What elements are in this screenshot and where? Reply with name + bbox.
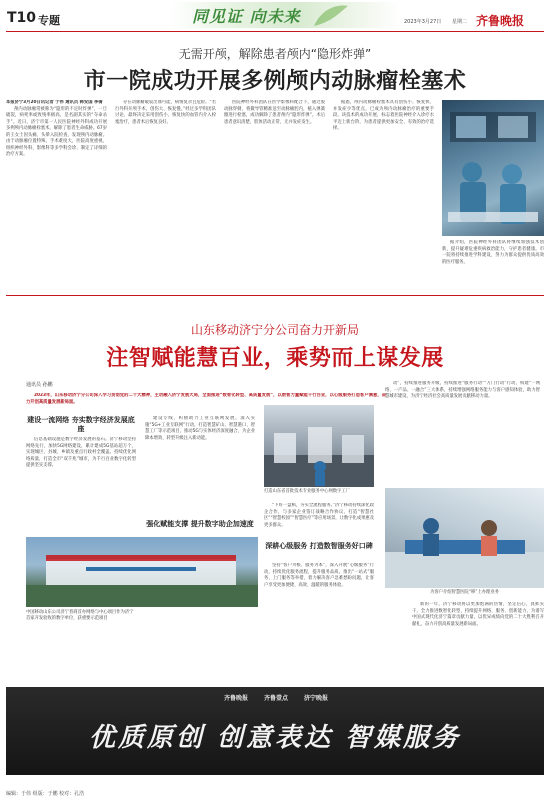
article2-col4b-text: 新的一年，济宁移动将以更加饱满的热情，坚定信心，真抓实干，全力推进数智化转型，持续提升网络、服务、创新能力，为谱写中国式现代化济宁篇章贡献力量，以优异成绩向党的二十大胜利召开献礼，奋力开创高质量发展新局面。 [412, 602, 544, 627]
ad-slogan: 优质原创 创意表达 智媒服务 [88, 723, 462, 753]
footer-credits: 编辑：于伟 组版：于鹏 校对：孔浩 [6, 791, 85, 797]
article1-col3-text: 医院神经外科团队在医学影像科配合下，通过股动脉穿刺，将微导管精准送至动脉瘤腔内，植入弹簧圈进行栓塞，成功解除了患者颅内“隐形炸弹”。术后患者意识清楚，肢体活动正常，无并发症发生。 [224, 100, 325, 125]
masthead [0, 0, 550, 34]
article2-photo-right-caption: 为客户介绍智慧医院“移”上办理业务 [430, 590, 499, 595]
ad-logo-3: 济宁晚报 [304, 694, 329, 702]
article2-col4-text: 动”，持续推进服务升级，持续推进“服务行动”“万门行动”行动，构建“一网络、一产品、一融合”三大体系，持续增强网络服务能力与客户感知体验，助力智慧城市建设，为济宁经济社会高质量发展贡献移动力量。 [385, 381, 540, 399]
banner-graphic [170, 2, 400, 28]
paper-name: 齐鲁晚报 [476, 14, 525, 28]
banner-leaf-icon [310, 2, 350, 28]
article1-col1 [6, 100, 107, 258]
article2-headline: 注智赋能慧百业，乘势而上谋发展 [106, 345, 444, 371]
article1-byline: 本报济宁3月20日讯记者 于伟 通讯员 韩安国 李倩 [6, 100, 103, 105]
article2-col2 [145, 416, 255, 516]
article2-col4 [385, 381, 540, 485]
article2-col1-text: 信息基础设施是数字经济发展的基石。济宁移动坚持网络先行，加快5G网络建设，累计建成5G基站超万个，实现城区、县城、乡镇及重点行政村全覆盖。持续优化网络质量，打造全市“双千兆”城市，为千行百业数字化转型提供坚实支撑。 [26, 437, 136, 468]
article2-col1 [26, 437, 136, 535]
article2-col2-text: 建设专线，积极助力工业互联网发展。深入实施“5G+工业互联网”行动，打造智慧矿山、智慧港口、智慧工厂等示范项目，推动5G与实体经济深度融合，为企业降本增效、转型升级注入新动能。 [145, 416, 255, 441]
article2-byline: 通讯员 孙鹏 [26, 382, 53, 388]
article2-subhead3 [264, 542, 374, 551]
article2-subhead2-text: 强化赋能支撑 提升数字助企加速度 [146, 520, 254, 528]
article1-col2 [115, 100, 216, 258]
article2-photo-right [385, 488, 544, 588]
masthead-rule [6, 31, 544, 32]
surgery-scene-icon [442, 100, 544, 236]
article2-col3 [264, 503, 374, 539]
article1-kicker: 无需开颅，解除患者颅内“隐形炸弹” [178, 47, 372, 61]
article2-col4b [412, 602, 544, 682]
article2-subhead2 [145, 520, 255, 529]
article1-col2-text: 存在动脉瘤破裂出血可能，病情复杂且危险。“若行外科开颅手术，创伤大、恢复慢。”经过多学科团队讨论，最终决定采用创伤小、恢复快的血管内介入栓塞治疗，患者术后恢复良好。 [115, 100, 216, 125]
article2-top-rule [6, 295, 544, 296]
article1-photo [442, 100, 544, 236]
factory-scene-icon [264, 405, 374, 487]
issue-date: 2023年3月27日 [404, 19, 442, 25]
article2-photo-center [264, 405, 374, 487]
banner-slogan: 同见证 向未来 [192, 7, 301, 26]
section-label: 专题 [38, 14, 60, 27]
article2-col3b-text: 坚持“客户为根、服务为本”，深入开展“心级服务”行动，持续优化服务流程，提升服务品质。推出“一站式”服务、上门服务等举措，着力解决客户急难愁盼问题，让客户享受更加便捷、高效、温暖的服务体验。 [264, 563, 374, 588]
service-hall-icon [385, 488, 544, 588]
article1-col4-text: 据悉，颅内动脉瘤栓塞术具有创伤小、恢复快、并发症少等优点，已成为颅内动脉瘤治疗的重要手段。该技术的成功开展，标志着医院神经介入诊疗水平迈上新台阶，为患者提供更加安全、有效的治疗选择。 [333, 100, 434, 131]
article2-subhead1 [26, 416, 136, 434]
ad-logo-2: 齐鲁壹点 [263, 694, 288, 702]
ad-banner [6, 687, 544, 775]
article2-lead-text: 2023年，山东移动济宁分公司深入学习贯彻党的二十大精神，主动融入济宁发展大局，全面推进“数智化转型、高质量发展”，以数智力量赋能千行百业，以心级服务打造客户满意，奋力开创高质量发展新局面。 [26, 393, 386, 405]
article2-subhead3-text: 深耕心级服务 打造数智服务好口碑 [265, 542, 373, 550]
article1-headline: 市一院成功开展多例颅内动脉瘤栓塞术 [83, 68, 467, 94]
ad-logo-1: 齐鲁晚报 [223, 694, 248, 702]
ad-logo-strip [146, 691, 406, 703]
article1-col3 [224, 100, 325, 258]
article2-kicker: 山东移动济宁分公司奋力开新局 [190, 323, 359, 337]
article2-photo-center-caption: 打造山东省首批技术专业服务中心网数字工厂 [264, 489, 350, 494]
article2-col3-text: “下好一盘棋，夯实全流程服务。”济宁移动持续深化政企合作，与多家企业签订战略合作协议，打造“智慧社区”“智慧校园”“智慧医疗”等应用场景，让数字化成果惠及更多群众。 [264, 503, 374, 528]
article1-col5-text: 据介绍，医院神经外科团队将继续加强技术创新，提升疑难危重疾病救治能力，守护患者健康。市一院将持续推进学科建设，努力为群众提供优质高效的医疗服务。 [442, 240, 544, 265]
article2-subhead1-text: 建设一流网络 夯实数字经济发展底座 [27, 416, 135, 433]
article2-photo-left-caption: 中国移动山东公司济宁普商首办网络与中心项目作为济宁首家开发验收的数字单位，获重要示范项目 [26, 610, 134, 622]
article2-photo-left [26, 537, 258, 607]
training-center-icon [26, 537, 258, 607]
article1-col1-text: 颅内动脉瘤常被称为“隐形的不定时炸弹”，一旦破裂，病死率或致残率极高，是名副其实的“夺命杀手”。近日，济宁市第一人民医院神经外科成功开展多例颅内动脉瘤栓塞术，解除了患者生命威胁。67岁的王女士因头痛、头晕入院检查，发现颅内动脉瘤。由于动脉瘤位置特殊，手术难度大，医院高度重视，组织神经外科、影像科等多学科会诊，制定了详细的治疗方案。 [6, 106, 107, 157]
article1-col5 [442, 240, 544, 290]
page-number: T10 [7, 10, 37, 26]
article1-col4 [333, 100, 434, 240]
article2-col3b [264, 563, 374, 638]
issue-weekday: 星期二 [452, 19, 468, 25]
